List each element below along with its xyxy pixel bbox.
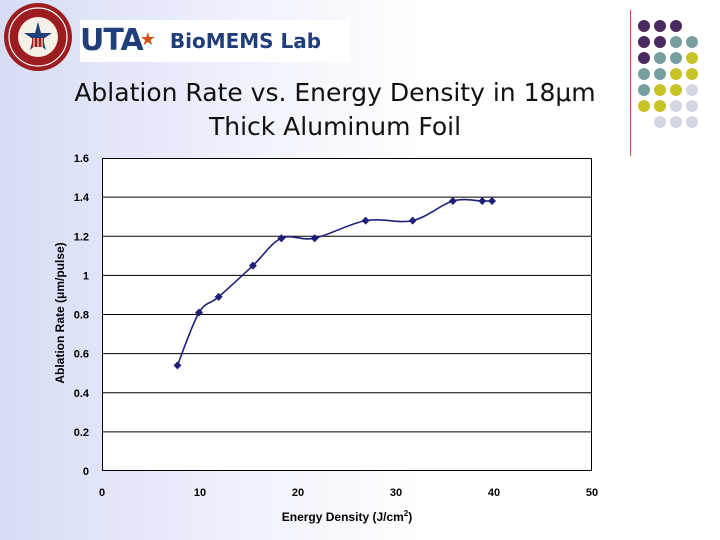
data-point-marker: [362, 217, 370, 225]
y-tick-label: 1: [82, 270, 89, 283]
y-tick-label: 1.6: [73, 153, 89, 165]
title-line-1: Ablation Rate vs. Energy Density in 18μm: [74, 78, 596, 107]
y-tick-label: 0.2: [73, 426, 89, 439]
x-tick-label: 10: [193, 487, 207, 499]
data-point-marker: [488, 197, 496, 205]
uta-logo-text: UTA: [80, 23, 143, 58]
data-point-marker: [311, 234, 319, 242]
lab-name: BioMEMS Lab: [169, 29, 322, 53]
x-axis-label-end: ): [408, 510, 413, 524]
y-tick-label: 0.4: [73, 387, 89, 400]
series-line: [177, 200, 492, 366]
title-line-2: Thick Aluminum Foil: [208, 112, 462, 141]
data-point-marker: [449, 197, 457, 205]
y-axis-label-text: Ablation Rate (μm/pulse): [53, 242, 67, 384]
x-axis-label-text: Energy Density (J/cm: [281, 510, 404, 524]
x-axis-label: [102, 509, 592, 524]
y-tick-label: 0.8: [73, 309, 89, 322]
star-icon: ★: [139, 28, 156, 49]
y-tick-label: 1.4: [73, 192, 89, 205]
x-tick-label: 0: [98, 487, 106, 499]
y-tick-label: 1.2: [73, 231, 89, 244]
y-tick-label: 0.6: [73, 348, 89, 361]
data-point-marker: [478, 197, 486, 205]
data-point-marker: [277, 234, 285, 242]
x-tick-label: 50: [585, 487, 599, 499]
x-tick-label: 40: [487, 487, 501, 499]
y-tick-label: 0: [82, 466, 89, 478]
x-tick-label: 20: [291, 487, 305, 499]
data-point-marker: [409, 217, 417, 225]
x-tick-label: 30: [389, 487, 403, 499]
data-point-marker: [173, 361, 181, 369]
x-axis-label-superscript: 2: [403, 509, 409, 518]
